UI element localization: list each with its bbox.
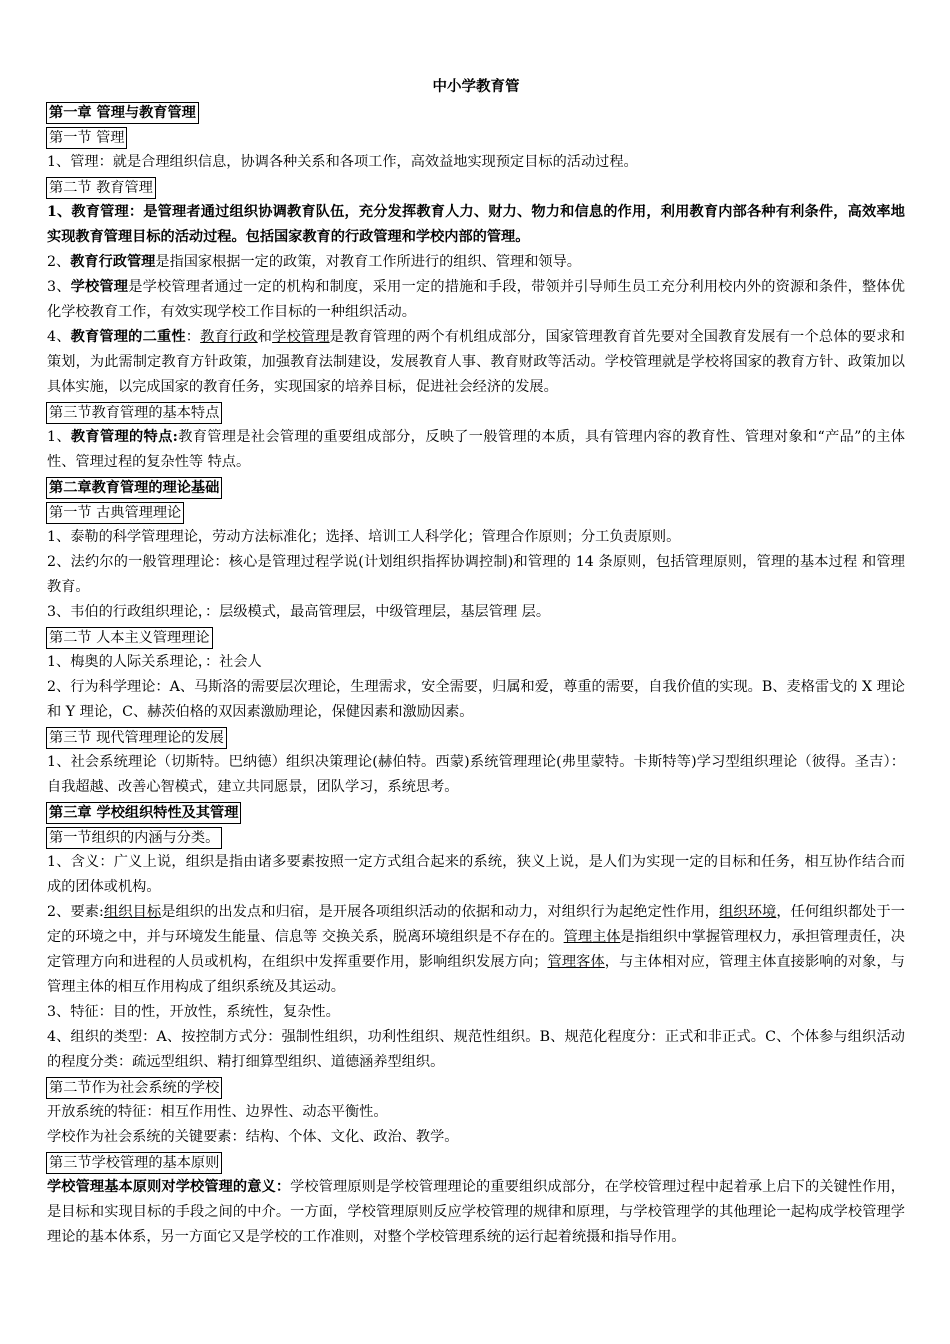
term-duality: 教育管理的二重性 [70, 329, 186, 345]
ch1-s1-para-1: 1、管理：就是合理组织信息，协调各种关系和各项工作，高效益地实现预定目标的活动过程。 [47, 154, 638, 170]
ch2-s3-para-1: 1、社会系统理论（切斯特。巴纳德）组织决策理论(赫伯特。西蒙)系统管理理论(弗里蒙特。卡斯特等)学习型组织理论（彼得。圣吉）：自我超越、改善心智模式，建立共同愿景，团队学习，系统思考。 [47, 754, 905, 795]
underlined-org-environment: 组织环境 [719, 904, 777, 920]
ch1-s2-para-2 [47, 250, 905, 275]
ch2-s1-para-2: 2、法约尔的一般管理理论：核心是管理过程学说(计划组织指挥协调控制)和管理的 14 条原则，包括管理原则，管理的基本过程 和管理教育。 [47, 554, 905, 595]
underlined-mgmt-subject: 管理主体 [563, 929, 621, 945]
para-text: 学校管理原则是学校管理理论的重要组织成部分，在学校管理过程中起着承上启下的关键性作用，是目标和实现目标的手段之间的中介。一方面，学校管理原则反应学校管理的规律和原理，与学校管理学的其他理论一起构成学校管理学理论的基本体系，另一方面它又是学校的工作准则，对整个学校管理系统的运行起着统摄和指导作用。 [47, 1179, 905, 1245]
document-title: 中小学教育管 [432, 78, 520, 95]
ch2-s1-para-3: 3、韦伯的行政组织理论，：层级模式，最高管理层，中级管理层，基层管理 层。 [47, 604, 551, 620]
ch1-section-2-heading: 第二节 教育管理 [46, 177, 156, 199]
para-text: 教育管理是社会管理的重要组成部分，反映了一般管理的本质，具有管理内容的教育性、管理对象和“产品”的主体性、管理过程的复杂性等 特点。 [47, 429, 905, 470]
term-characteristics: 教育管理的特点: [70, 429, 178, 445]
chapter-1-heading: 第一章 管理与教育管理 [46, 102, 199, 124]
para-text: 是教育管理的两个有机组成部分，国家管理教育首先要对全国教育发展有一个总体的要求和策划，为此需制定教育方针政策，加强教育法制建设，发展教育人事、教育财政等活动。学校管理就是学校将国家的教育方针、政策加以具体实施，以完成国家的教育任务，实现国家的培养目标，促进社会经济的发展。 [47, 329, 905, 395]
para-lead: 2、要素: [47, 904, 104, 920]
term-education-admin: 教育行政管理 [70, 254, 156, 270]
chapter-2-heading: 第二章教育管理的理论基础 [46, 477, 222, 499]
ch3-s3-para-1 [47, 1175, 905, 1250]
ch1-s2-para-3 [47, 275, 905, 325]
para-text: ，与主体相对应，管理主体直接影响的对象，与管理主体的相互作用构成了组织系统及其运动。 [47, 954, 905, 995]
document-page [47, 74, 905, 1250]
underlined-mgmt-object: 管理客体 [547, 954, 605, 970]
ch3-s1-para-2 [47, 900, 905, 1000]
ch3-s1-para-3: 3、特征：目的性，开放性，系统性，复杂性。 [47, 1004, 340, 1020]
para-text: ，任何组织都处于一定的环境之中，并与环境发生能量、信息等 交换关系，脱离环境组织是不存在的。 [47, 904, 905, 945]
ch3-section-2-heading: 第二节作为社会系统的学校 [46, 1077, 222, 1099]
ch2-section-3-heading: 第三节 现代管理理论的发展 [46, 727, 227, 749]
para-number: 4、 [47, 329, 71, 345]
ch2-section-2-heading: 第二节 人本主义管理理论 [46, 627, 213, 649]
para-conjunction: 和 [257, 329, 273, 345]
ch1-section-1-heading: 第一节 管理 [46, 127, 127, 149]
ch2-s2-para-2: 2、行为科学理论：A、马斯洛的需要层次理论，生理需求，安全需要，归属和爱，尊重的需要，自我价值的实现。B、麦格雷戈的 X 理论和 Y 理论，C、赫茨伯格的双因素激励理论，保健因素和激励因素。 [47, 679, 905, 720]
ch3-section-1-heading: 第一节组织的内涵与分类。 [46, 827, 222, 849]
para-number: 2、 [47, 254, 71, 270]
para-colon: ： [185, 329, 201, 345]
para-text: 是组织的出发点和归宿，是开展各项组织活动的依据和动力，对组织行为起绝定性作用， [161, 904, 720, 920]
ch3-s2-para-2: 学校作为社会系统的关键要素：结构、个体、文化、政治、教学。 [47, 1129, 459, 1145]
para-text: 是指国家根据一定的政策，对教育工作所进行的组织、管理和领导。 [155, 254, 581, 270]
ch2-s1-para-1: 1、泰勒的科学管理理论，劳动方法标准化；选择、培训工人科学化；管理合作原则；分工负责原则。 [47, 529, 681, 545]
para-number: 3、 [47, 279, 71, 295]
ch1-s2-para-4 [47, 325, 905, 400]
ch2-section-1-heading: 第一节 古典管理理论 [46, 502, 184, 524]
underlined-education-admin: 教育行政 [200, 329, 258, 345]
ch1-s3-para-1 [47, 425, 905, 475]
ch3-s1-para-1: 1、含义：广义上说，组织是指由诸多要素按照一定方式组合起来的系统，狭义上说，是人们为实现一定的目标和任务，相互协作结合而成的团体或机构。 [47, 854, 905, 895]
para-text: 是指组织中掌握管理权力，承担管理责任，决定管理方向和进程的人员或机构，在组织中发挥重要作用，影响组织发展方向； [47, 929, 905, 970]
ch3-section-3-heading: 第三节学校管理的基本原则 [46, 1152, 222, 1174]
underlined-org-goal: 组织目标 [103, 904, 162, 920]
ch2-s2-para-1: 1、梅奥的人际关系理论，：社会人 [47, 654, 262, 670]
ch3-s2-para-1: 开放系统的特征：相互作用性、边界性、动态平衡性。 [47, 1104, 388, 1120]
ch1-s2-para-1: 1、教育管理：是管理者通过组织协调教育队伍，充分发挥教育人力、财力、物力和信息的作用，利用教育内部各种有利条件，高效率地实现教育管理目标的活动过程。包括国家教育的行政管理和学校内部的管理。 [47, 204, 905, 245]
term-principles-significance: 学校管理基本原则对学校管理的意义： [47, 1179, 291, 1195]
para-number: 1、 [47, 429, 71, 445]
underlined-school-management: 学校管理 [272, 329, 330, 345]
ch1-section-3-heading: 第三节教育管理的基本特点 [46, 402, 222, 424]
term-school-management: 学校管理 [70, 279, 129, 295]
para-text: 是学校管理者通过一定的机构和制度，采用一定的措施和手段，带领并引导师生员工充分利用校内外的资源和条件，整体优化学校教育工作，有效实现学校工作目标的一种组织活动。 [47, 279, 905, 320]
chapter-3-heading: 第三章 学校组织特性及其管理 [46, 802, 241, 824]
ch3-s1-para-4: 4、组织的类型：A、按控制方式分：强制性组织，功利性组织、规范性组织。B、规范化程度分：正式和非正式。C、个体参与组织活动的程度分类：疏远型组织、精打细算型组织、道德涵养型组织。 [47, 1029, 905, 1070]
